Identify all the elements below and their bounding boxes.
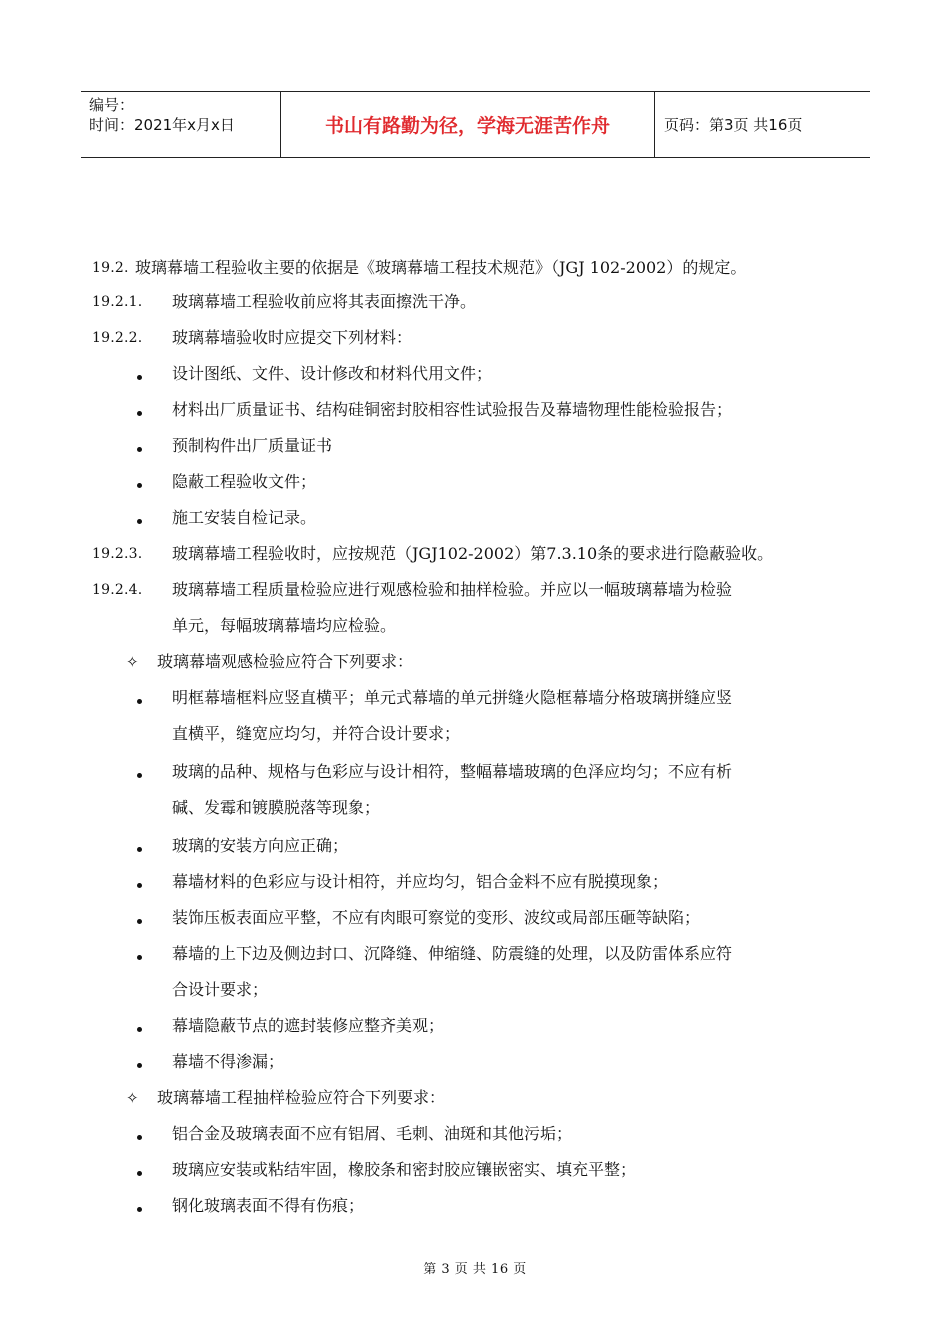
- diamond-bullet-icon: ✧: [126, 1089, 139, 1107]
- list-item-text: 玻璃应安装或粘结牢固，橡胶条和密封胶应镶嵌密实、填充平整；: [172, 1160, 637, 1179]
- list-item-text: 预制构件出厂质量证书: [172, 436, 333, 455]
- bullet-icon: [137, 1171, 142, 1176]
- list-item-text: 幕墙材料的色彩应与设计相符，并应均匀，铝合金料不应有脱摸现象；: [172, 872, 669, 891]
- bullet-icon: [137, 1027, 142, 1032]
- list-item-text: 幕墙不得渗漏；: [172, 1052, 285, 1071]
- list-item-text: 明框幕墙框料应竖直横平；单元式幕墙的单元拼缝火隐框幕墙分格玻璃拼缝应竖: [172, 688, 733, 707]
- list-item-text: 材料出厂质量证书、结构硅铜密封胶相容性试验报告及幕墙物理性能检验报告；: [172, 400, 733, 419]
- bullet-icon: [137, 483, 142, 488]
- continuation-text: 合设计要求；: [172, 980, 269, 999]
- list-item-text: 铝合金及玻璃表面不应有铝屑、毛刺、油斑和其他污垢；: [172, 1124, 573, 1143]
- list-item-text: 施工安装自检记录。: [172, 508, 317, 527]
- bullet-icon: [137, 955, 142, 960]
- list-item-text: 幕墙的上下边及侧边封口、沉降缝、伸缩缝、防震缝的处理，以及防雷体系应符: [172, 944, 733, 963]
- bullet-icon: [137, 1063, 142, 1068]
- section-heading-text: 玻璃幕墙观感检验应符合下列要求：: [157, 652, 414, 671]
- clause-text: 玻璃幕墙工程验收前应将其表面擦洗干净。: [172, 292, 477, 311]
- page-footer: 第 3 页 共 16 页: [423, 1262, 527, 1277]
- header-meta: [81, 92, 281, 157]
- list-item-text: 设计图纸、文件、设计修改和材料代用文件；: [172, 364, 493, 383]
- continuation-text: 碱、发霉和镀膜脱落等现象；: [172, 798, 381, 817]
- clause-number: 19.2.: [92, 260, 129, 276]
- bullet-icon: [137, 847, 142, 852]
- list-item-text: 幕墙隐蔽节点的遮封装修应整齐美观；: [172, 1016, 445, 1035]
- list-item-text: 装饰压板表面应平整，不应有肉眼可察觉的变形、波纹或局部压砸等缺陷；: [172, 908, 701, 927]
- clause-number: 19.2.3.: [92, 546, 143, 562]
- clause-number: 19.2.1.: [92, 294, 143, 310]
- clause-text: 玻璃幕墙工程质量检验应进行观感检验和抽样检验。并应以一幅玻璃幕墙为检验: [172, 580, 733, 599]
- bullet-icon: [137, 883, 142, 888]
- page-header: [81, 91, 870, 158]
- header-motto: 书山有路勤为径，学海无涯苦作舟: [281, 92, 655, 157]
- bullet-icon: [137, 447, 142, 452]
- bullet-icon: [137, 919, 142, 924]
- bullet-icon: [137, 773, 142, 778]
- number-label: 编号：: [89, 96, 135, 114]
- continuation-text: 单元，每幅玻璃幕墙均应检验。: [172, 616, 397, 635]
- list-item-text: 钢化玻璃表面不得有伤痕；: [172, 1196, 365, 1215]
- clause-number: 19.2.2.: [92, 330, 143, 346]
- diamond-bullet-icon: ✧: [126, 653, 139, 671]
- continuation-text: 直横平，缝宽应均匀，并符合设计要求；: [172, 724, 461, 743]
- bullet-icon: [137, 699, 142, 704]
- clause-text: 玻璃幕墙工程验收时，应按规范（JGJ102-2002）第7.3.10条的要求进行隐蔽验收。: [172, 544, 774, 563]
- bullet-icon: [137, 411, 142, 416]
- clause-text: 玻璃幕墙工程验收主要的依据是《玻璃幕墙工程技术规范》（JGJ 102-2002）的规定。: [135, 258, 747, 277]
- list-item-text: 隐蔽工程验收文件；: [172, 472, 317, 491]
- bullet-icon: [137, 1135, 142, 1140]
- list-item-text: 玻璃的安装方向应正确；: [172, 836, 349, 855]
- header-page-label: 页码：第3页 共16页: [664, 116, 803, 134]
- bullet-icon: [137, 1207, 142, 1212]
- clause-text: 玻璃幕墙验收时应提交下列材料：: [172, 328, 413, 347]
- clause-number: 19.2.4.: [92, 582, 143, 598]
- time-label: 时间：2021年x月x日: [89, 116, 235, 134]
- list-item-text: 玻璃的品种、规格与色彩应与设计相符，整幅幕墙玻璃的色泽应均匀；不应有析: [172, 762, 733, 781]
- section-heading-text: 玻璃幕墙工程抽样检验应符合下列要求：: [157, 1088, 446, 1107]
- bullet-icon: [137, 375, 142, 380]
- bullet-icon: [137, 519, 142, 524]
